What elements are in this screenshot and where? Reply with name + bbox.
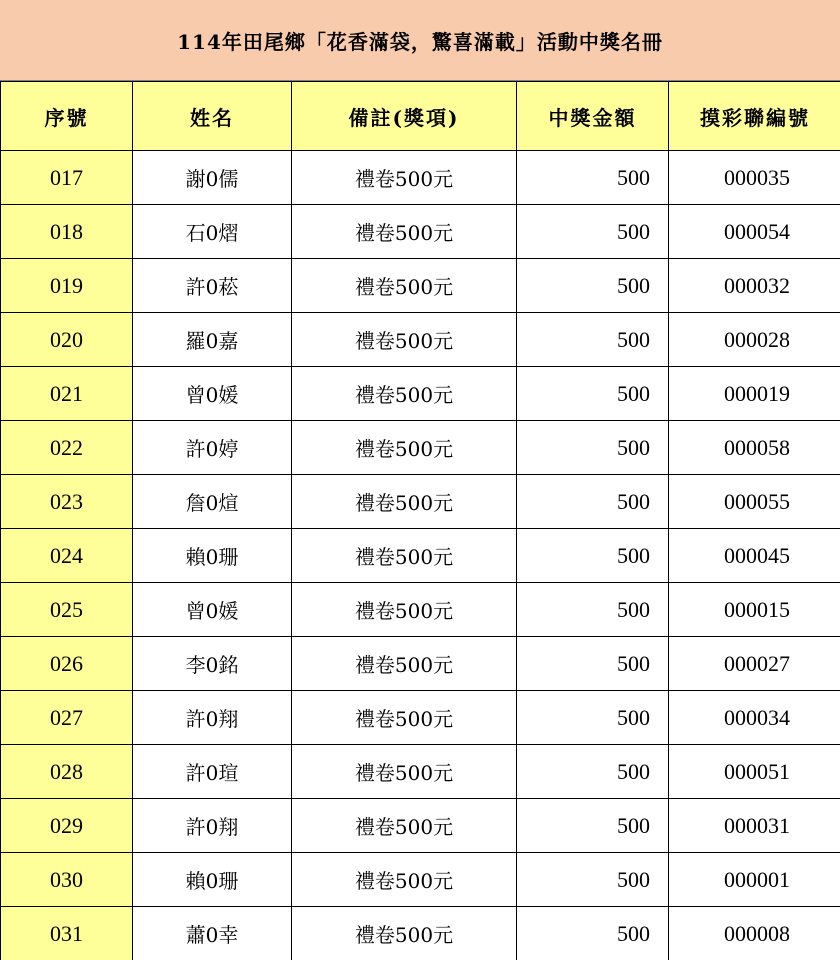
code-cell: 000001 [669,853,840,907]
seq-cell: 025 [1,583,133,637]
note-cell: 禮卷500元 [292,151,517,205]
table-row [1,583,840,637]
seq-cell: 021 [1,367,133,421]
table-row [1,313,840,367]
name-cell: 賴0珊 [133,529,292,583]
table-row [1,151,840,205]
note-cell: 禮卷500元 [292,475,517,529]
amount-cell: 500 [517,313,669,367]
table-row [1,367,840,421]
table-row [1,691,840,745]
header-row [1,82,840,151]
amount-cell: 500 [517,583,669,637]
table-body [1,151,840,960]
note-cell: 禮卷500元 [292,259,517,313]
name-cell: 賴0珊 [133,853,292,907]
header-seq: 序號 [1,82,133,151]
amount-cell: 500 [517,853,669,907]
amount-cell: 500 [517,907,669,960]
seq-cell: 024 [1,529,133,583]
name-cell: 許0翔 [133,799,292,853]
table-row [1,745,840,799]
seq-cell: 030 [1,853,133,907]
table-row [1,637,840,691]
amount-cell: 500 [517,799,669,853]
name-cell: 曾0媛 [133,367,292,421]
note-cell: 禮卷500元 [292,367,517,421]
name-cell: 許0菘 [133,259,292,313]
note-cell: 禮卷500元 [292,583,517,637]
table-row [1,475,840,529]
code-cell: 000028 [669,313,840,367]
note-cell: 禮卷500元 [292,853,517,907]
code-cell: 000027 [669,637,840,691]
table-row [1,853,840,907]
sheet-title: 114年田尾鄉「花香滿袋，驚喜滿載」活動中獎名冊 [0,0,840,81]
code-cell: 000054 [669,205,840,259]
note-cell: 禮卷500元 [292,529,517,583]
amount-cell: 500 [517,205,669,259]
name-cell: 李0銘 [133,637,292,691]
code-cell: 000008 [669,907,840,960]
note-cell: 禮卷500元 [292,313,517,367]
note-cell: 禮卷500元 [292,205,517,259]
seq-cell: 029 [1,799,133,853]
table-header [1,82,840,151]
seq-cell: 018 [1,205,133,259]
amount-cell: 500 [517,529,669,583]
amount-cell: 500 [517,475,669,529]
seq-cell: 023 [1,475,133,529]
seq-cell: 017 [1,151,133,205]
name-cell: 曾0媛 [133,583,292,637]
amount-cell: 500 [517,367,669,421]
code-cell: 000058 [669,421,840,475]
amount-cell: 500 [517,151,669,205]
code-cell: 000051 [669,745,840,799]
header-note: 備註(獎項) [292,82,517,151]
code-cell: 000032 [669,259,840,313]
amount-cell: 500 [517,745,669,799]
header-code: 摸彩聯編號 [669,82,840,151]
table-row [1,421,840,475]
code-cell: 000031 [669,799,840,853]
code-cell: 000035 [669,151,840,205]
name-cell: 許0翔 [133,691,292,745]
name-cell: 謝0儒 [133,151,292,205]
amount-cell: 500 [517,259,669,313]
seq-cell: 026 [1,637,133,691]
note-cell: 禮卷500元 [292,799,517,853]
table-row [1,259,840,313]
seq-cell: 020 [1,313,133,367]
table-row [1,907,840,960]
header-amount: 中獎金額 [517,82,669,151]
seq-cell: 027 [1,691,133,745]
amount-cell: 500 [517,637,669,691]
header-name: 姓名 [133,82,292,151]
code-cell: 000055 [669,475,840,529]
name-cell: 蕭0幸 [133,907,292,960]
seq-cell: 028 [1,745,133,799]
name-cell: 石0熠 [133,205,292,259]
winners-table [0,81,840,960]
note-cell: 禮卷500元 [292,637,517,691]
code-cell: 000019 [669,367,840,421]
note-cell: 禮卷500元 [292,907,517,960]
code-cell: 000015 [669,583,840,637]
table-row [1,205,840,259]
code-cell: 000045 [669,529,840,583]
code-cell: 000034 [669,691,840,745]
amount-cell: 500 [517,421,669,475]
name-cell: 詹0煊 [133,475,292,529]
name-cell: 許0婷 [133,421,292,475]
seq-cell: 022 [1,421,133,475]
table-row [1,529,840,583]
note-cell: 禮卷500元 [292,421,517,475]
seq-cell: 019 [1,259,133,313]
table-row [1,799,840,853]
name-cell: 羅0嘉 [133,313,292,367]
amount-cell: 500 [517,691,669,745]
name-cell: 許0瑄 [133,745,292,799]
note-cell: 禮卷500元 [292,691,517,745]
seq-cell: 031 [1,907,133,960]
note-cell: 禮卷500元 [292,745,517,799]
